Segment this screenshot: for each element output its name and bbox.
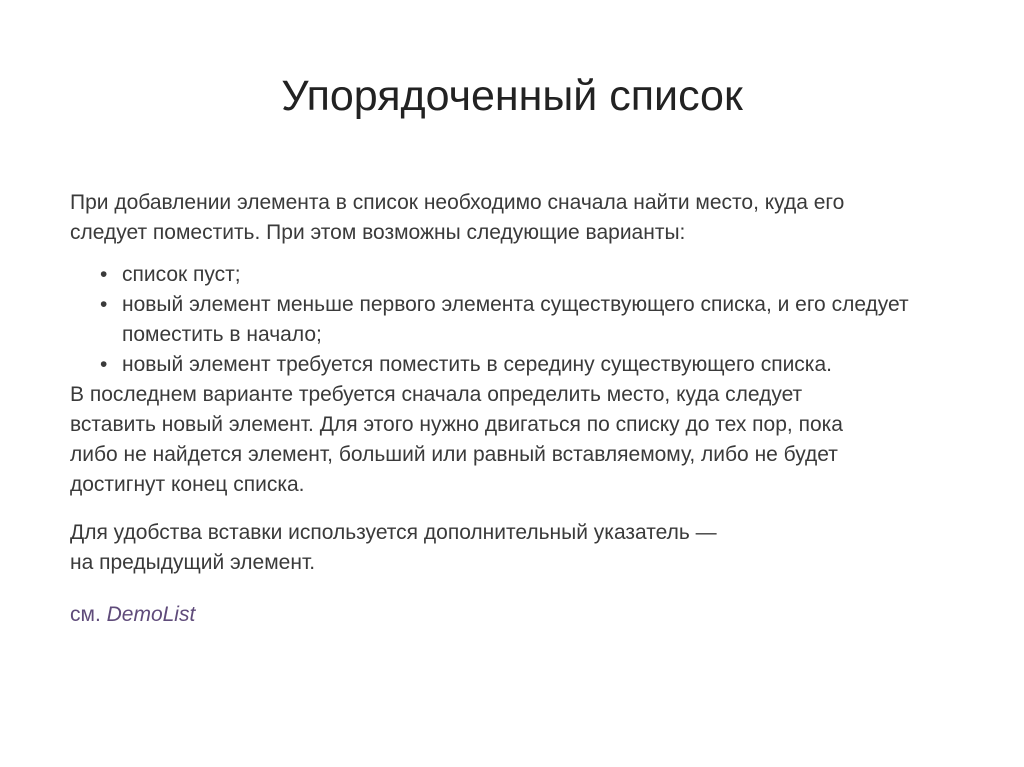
search-line-4: достигнут конец списка.	[70, 473, 305, 496]
pointer-paragraph	[70, 518, 960, 578]
slide-title: Упорядоченный список	[281, 72, 743, 120]
search-paragraph	[70, 380, 960, 500]
list-item: • новый элемент меньше первого элемента существующего списка, и его следует поместить в начало;	[70, 290, 960, 350]
list-item: • список пуст;	[70, 260, 960, 290]
intro-line-1: При добавлении элемента в список необходимо сначала найти место, куда его	[70, 191, 845, 214]
search-line-2: вставить новый элемент. Для этого нужно двигаться по списку до тех пор, пока	[70, 413, 843, 436]
pointer-line-2: на предыдущий элемент.	[70, 551, 316, 574]
list-item: • новый элемент требуется поместить в середину существующего списка.	[70, 350, 960, 380]
reference-prefix: см.	[70, 603, 107, 626]
intro-line-2: следует поместить. При этом возможны следующие варианты:	[70, 221, 686, 244]
search-line-1: В последнем варианте требуется сначала определить место, куда следует	[70, 383, 803, 406]
variants-list	[70, 260, 960, 380]
demo-reference	[70, 600, 960, 630]
pointer-line-1: Для удобства вставки используется дополнительный указатель —	[70, 521, 717, 544]
search-line-3: либо не найдется элемент, больший или равный вставляемому, либо не будет	[70, 443, 838, 466]
slide-body	[70, 188, 960, 630]
intro-paragraph	[70, 188, 960, 248]
demolist-reference: DemoList	[106, 603, 196, 626]
